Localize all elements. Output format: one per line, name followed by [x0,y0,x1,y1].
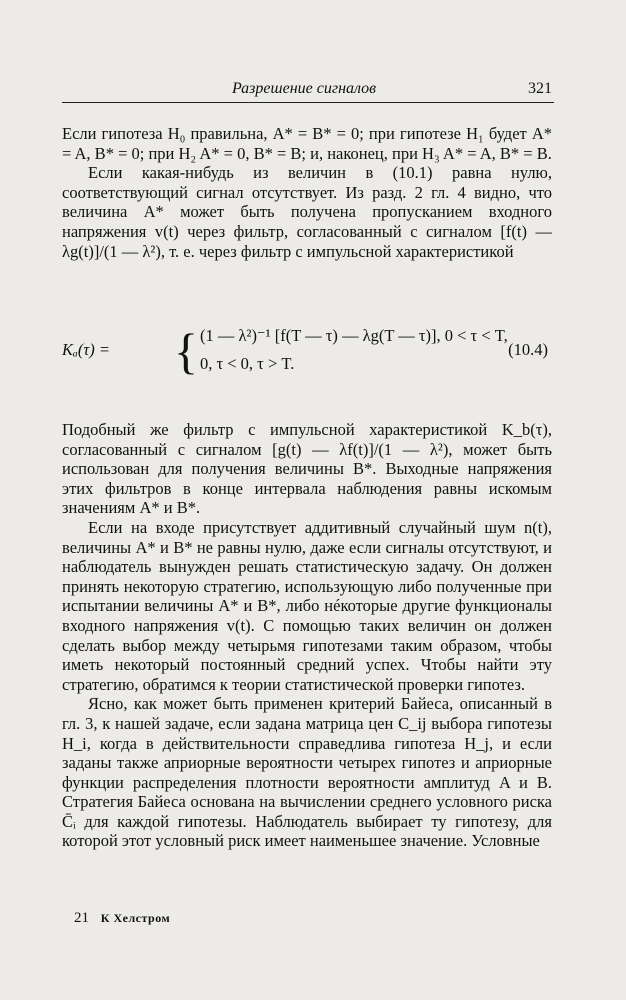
sheet-number: 21 [74,910,89,926]
paragraph-noise: Если на входе присутствует аддитивный случайный шум n(t), величины A* и B* не равны нулю, даже если сигналы отсутствуют, и наблюдатель вынужден решать статистическую задачу. Он должен принять некоторую стратегию, использующую либо полученные при испытании величины A* и B*, либо нéкоторые другие функционалы входного напряжения v(t). С помощью таких величин он должен сделать выбор между четырьмя гипотезами таким образом, чтобы иметь некоторый постоянный средний успех. Чтобы найти эту стратегию, обратимся к теории статистической проверки гипотез. [62,517,552,694]
running-title: Разрешение сигналов [232,80,377,97]
page-header [62,80,554,103]
equation-number: (10.4) [508,340,548,359]
equation-case-1: (1 — λ²)⁻¹ [f(T — τ) — λg(T — τ)], 0 < τ < T, [200,326,508,345]
text-block-bottom [62,420,552,851]
paragraph-second-filter: Подобный же фильтр с импульсной характеристикой K_b(τ), согласованный с сигналом [g(t) — λf(t)]/(1 — λ²), может быть использован для получения величины B*. Выходные напряжения этих фильтров в конце интервала наблюдения равны искомым значениям A* и B*. [62,420,552,518]
page-footer [74,910,170,927]
paragraph-bayes: Ясно, как может быть применен критерий Байеса, описанный в гл. 3, к нашей задаче, если задана матрица цен C_ij выбора гипотезы H_i, когда в действительности справедлива гипотеза H_j, и если заданы также априорные вероятности четырех гипотез и априорные функции распределения плотности вероятности амплитуд A и B. Стратегия Байеса основана на вычислении среднего условного риска C̄ᵢ для каждой гипотезы. Наблюдатель выбирает ту гипотезу, для которой этот условный риск имеет наименьшее значение. Условные [62,694,552,851]
text-block-top [62,124,552,261]
equation-lhs: Kₐ(τ) = [62,340,110,359]
equation-case-2: 0, τ < 0, τ > T. [200,354,295,373]
paragraph-filter-intro: Если какая-нибудь из величин в (10.1) равна нулю, соответствующий сигнал отсутствует. Из разд. 2 гл. 4 видно, что величина A* может быть получена пропусканием входного напряжения v(t) через фильтр, согласованный с сигналом [f(t) — λg(t)]/(1 — λ²), т. е. через фильтр с импульсной характеристикой [62,163,552,261]
equation-brace: { [174,323,198,379]
equation-10-4 [62,322,554,382]
page-number: 321 [528,80,552,97]
printer-signature: К Хелстром [100,911,171,925]
paragraph-hypotheses: Если гипотеза H₀ правильна, A* = B* = 0; при гипотезе H₁ будет A* = A, B* = 0; при H₂ A* = 0, B* = B; и, наконец, при H₃ A* = A, B* = B. [62,124,552,163]
